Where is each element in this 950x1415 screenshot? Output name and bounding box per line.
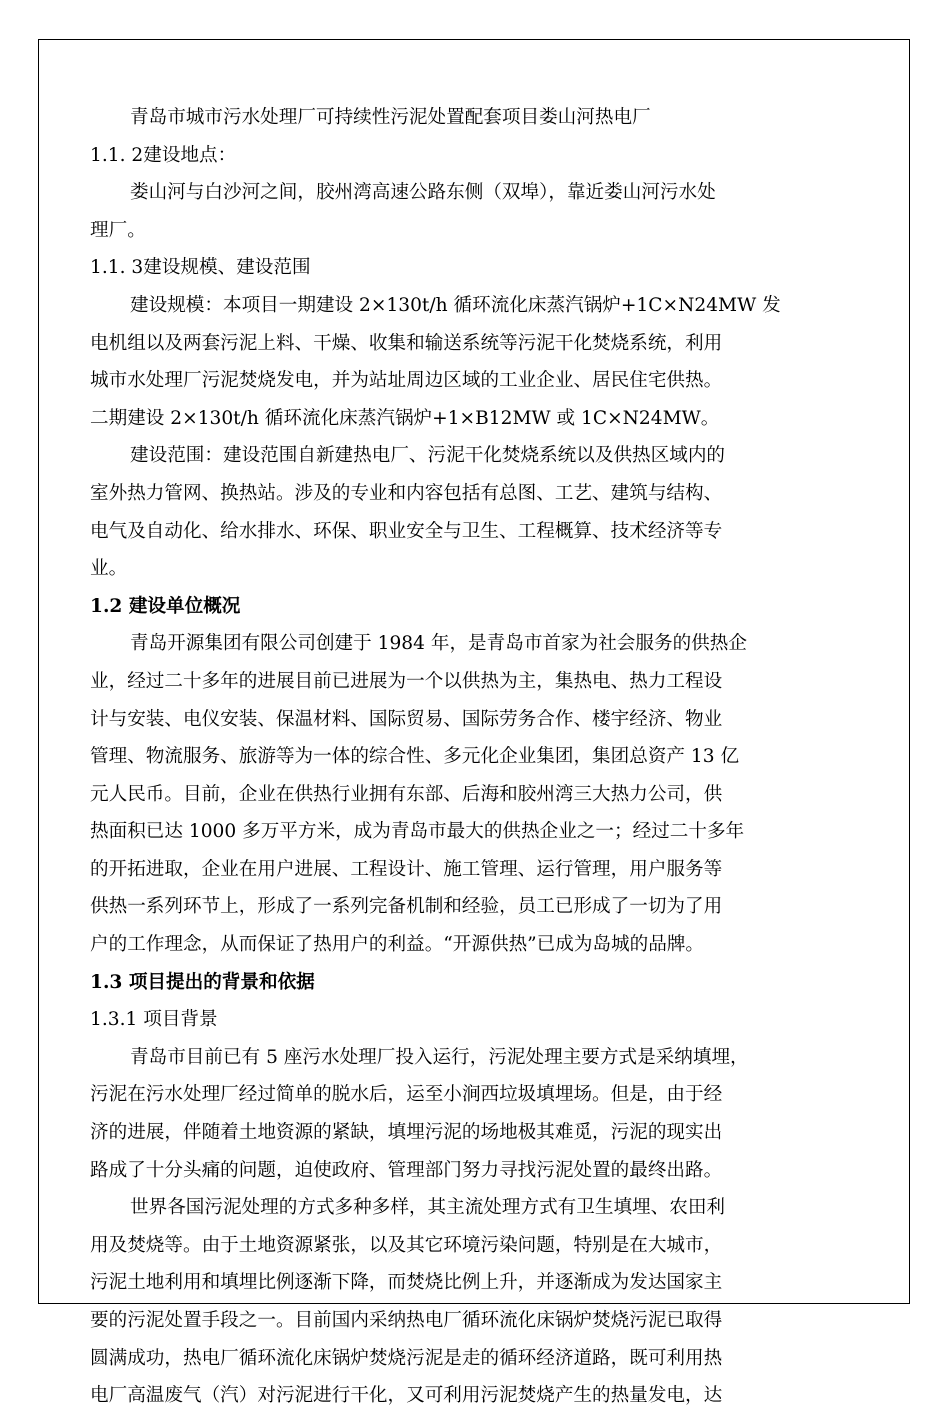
text-line: 管理、物流服务、旅游等为一体的综合性、多元化企业集团，集团总资产 13 亿	[90, 746, 740, 768]
text-line: 青岛市目前已有 5 座污水处理厂投入运行，污泥处理主要方式是采纳填埋，	[130, 1046, 749, 1068]
text-line: 电机组以及两套污泥上料、干燥、收集和输送系统等污泥干化焚烧系统，利用	[90, 332, 723, 354]
text-line: 1.1. 3建设规模、建设范围	[90, 257, 311, 279]
text-line: 二期建设 2×130t/h 循环流化床蒸汽锅炉+1×B12MW 或 1C×N24MW。	[90, 407, 720, 429]
text-line: 青岛市城市污水处理厂可持续性污泥处置配套项目娄山河热电厂	[130, 107, 651, 128]
text-line: 业，经过二十多年的进展目前已进展为一个以供热为主，集热电、热力工程设	[90, 670, 723, 692]
text-line: 供热一系列环节上，形成了一系列完备机制和经验，员工已形成了一切为了用	[90, 896, 723, 918]
text-line: 城市水处理厂污泥焚烧发电，并为站址周边区域的工业企业、居民住宅供热。	[90, 370, 723, 392]
section-heading: 1.3 项目提出的背景和依据	[90, 971, 315, 993]
text-line: 户的工作理念，从而保证了热用户的利益。“开源供热”已成为岛城的品牌。	[90, 934, 705, 956]
text-line: 电厂高温废气（汽）对污泥进行干化，又可利用污泥焚烧产生的热量发电，达	[90, 1385, 723, 1407]
text-line: 热面积已达 1000 多万平方米，成为青岛市最大的供热企业之一；经过二十多年	[90, 821, 745, 843]
text-line: 圆满成功，热电厂循环流化床锅炉焚烧污泥是走的循环经济道路，既可利用热	[90, 1347, 723, 1369]
text-line: 污泥土地利用和填埋比例逐渐下降，而焚烧比例上升，并逐渐成为发达国家主	[90, 1272, 723, 1294]
text-line: 的开拓进取，企业在用户进展、工程设计、施工管理、运行管理，用户服务等	[90, 858, 723, 880]
text-line: 路成了十分头痛的问题，迫使政府、管理部门努力寻找污泥处置的最终出路。	[90, 1159, 723, 1181]
document-body	[90, 99, 855, 1415]
text-line: 要的污泥处置手段之一。目前国内采纳热电厂循环流化床锅炉焚烧污泥已取得	[90, 1310, 723, 1331]
text-line: 业。	[90, 558, 128, 580]
text-line: 1.3.1 项目背景	[90, 1009, 218, 1031]
text-line: 娄山河与白沙河之间，胶州湾高速公路东侧（双埠），靠近娄山河污水处	[130, 182, 716, 204]
section-heading: 1.2 建设单位概况	[90, 595, 241, 617]
text-line: 室外热力管网、换热站。涉及的专业和内容包括有总图、工艺、建筑与结构、	[90, 482, 723, 504]
text-line: 1.1. 2建设地点：	[90, 144, 237, 166]
text-line: 济的进展，伴随着土地资源的紧缺，填埋污泥的场地极其难觅，污泥的现实出	[90, 1122, 723, 1144]
text-line: 元人民币。目前，企业在供热行业拥有东部、后海和胶州湾三大热力公司，供	[90, 783, 723, 805]
text-line: 污泥在污水处理厂经过简单的脱水后，运至小涧西垃圾填埋场。但是，由于经	[90, 1084, 723, 1106]
text-line: 理厂。	[90, 219, 146, 241]
text-line: 用及焚烧等。由于土地资源紧张，以及其它环境污染问题，特别是在大城市，	[90, 1234, 723, 1256]
text-line: 青岛开源集团有限公司创建于 1984 年，是青岛市首家为社会服务的供热企	[130, 633, 747, 655]
text-line: 建设范围：建设范围自新建热电厂、污泥干化焚烧系统以及供热区域内的	[130, 445, 726, 467]
text-line: 电气及自动化、给水排水、环保、职业安全与卫生、工程概算、技术经济等专	[90, 520, 723, 542]
text-line: 世界各国污泥处理的方式多种多样，其主流处理方式有卫生填埋、农田利	[130, 1197, 726, 1219]
text-line: 计与安装、电仪安装、保温材料、国际贸易、国际劳务合作、楼宇经济、物业	[90, 708, 723, 730]
text-line: 建设规模：本项目一期建设 2×130t/h 循环流化床蒸汽锅炉+1C×N24MW 发	[130, 294, 781, 316]
